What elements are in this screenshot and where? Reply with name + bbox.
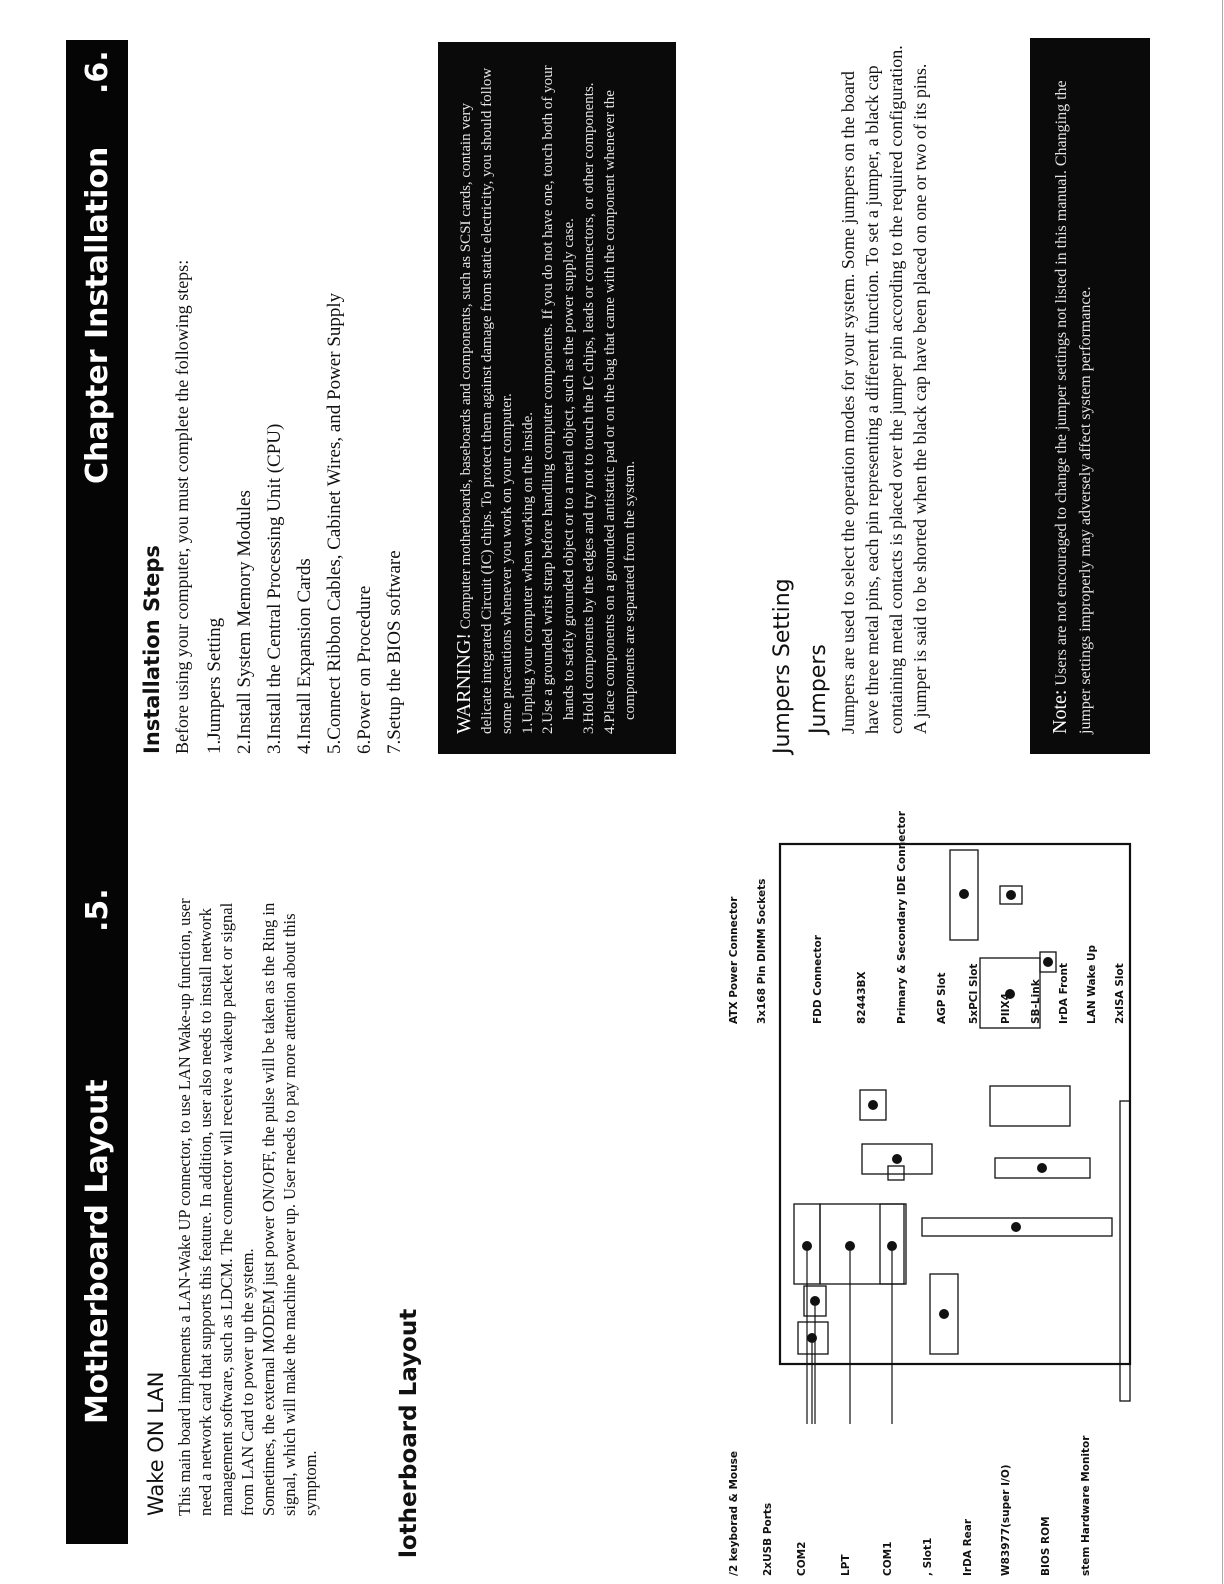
scan-edge-line: [1222, 0, 1223, 1584]
dot-com1: [887, 1241, 897, 1251]
left-page-number: .5.: [79, 888, 115, 932]
installation-step: 2.Install System Memory Modules: [234, 490, 255, 754]
label-pci: 5xPCI Slot: [968, 963, 980, 1024]
warning-item: 2.Use a grounded wrist strap before handling computer components. If you do not have one, touch both of your hands to safely grounded object or to a metal object, such as the power supply case.: [540, 65, 577, 734]
warning-box: [438, 42, 676, 754]
warning-intro: [454, 56, 518, 734]
jumpers-text: Jumpers are used to select the operation modes for your system. Some jumpers on the board have three metal pins, each pin representing a different function. To set a jumper, a black cap containing metal contacts is placed over the jumper pin according to the required configuration. A jumper is said to be shorted when the black cap have been placed on one or two of its pins.: [838, 45, 930, 734]
wake-on-lan-paragraph-1: This main board implements a LAN-Wake UP connector, to use LAN Wake-up function, user need a network card that supports this feature. In addition, user also needs to install network management software, such as LDCM. The connector will receive a wakeup packet or signal from LAN Card to power up the system.: [175, 898, 257, 1516]
right-header-title: Chapter Installation: [79, 146, 115, 484]
label-agp: AGP Slot: [936, 972, 948, 1024]
label-atx-power: ATX Power Connector: [728, 896, 740, 1024]
label-dimm: 3x168 Pin DIMM Sockets: [756, 878, 768, 1024]
installation-step: 4.Install Expansion Cards: [294, 558, 315, 754]
dot-sb-link: [1043, 957, 1053, 967]
installation-step: 1.Jumpers Setting: [204, 617, 225, 754]
dot-bios: [892, 1154, 902, 1164]
label-82443bx: 82443BX: [856, 971, 868, 1024]
dot-lan-wake: [1006, 890, 1016, 900]
label-irda-rear: IrDA Rear: [962, 1518, 974, 1576]
label-usb: 2xUSB Ports: [762, 1502, 774, 1576]
label-isa: 2xISA Slot: [1114, 963, 1126, 1024]
dot-com2: [802, 1241, 812, 1251]
jumpers-subheading: Jumpers: [806, 644, 831, 734]
warning-item: 4.Place components on a grounded antistatic pad or on the bag that came with the component whenever the components are separated from the system.: [601, 90, 638, 734]
pci-block: [990, 1086, 1070, 1126]
installation-step: 7.Setup the BIOS software: [384, 550, 405, 754]
dot-lpt: [845, 1241, 855, 1251]
motherboard-diagram-svg: [700, 784, 1224, 1584]
label-com1: COM1: [882, 1541, 894, 1576]
wake-on-lan-heading: Wake ON LAN: [144, 1371, 168, 1516]
note-box: [1030, 38, 1150, 754]
wake-on-lan-paragraph-2: Sometimes, the external MODEM just power ON/OFF, the pulse will be taken as the Ring in signal, which will make the machine power up. User needs to pay more attention about this symptom.: [259, 902, 320, 1516]
irda-rear-header: [888, 1166, 904, 1180]
wake-on-lan-text: [174, 876, 321, 1516]
label-fdd: FDD Connector: [812, 935, 824, 1024]
left-header-bar: [66, 784, 128, 1544]
warning-item: 1.Unplug your computer when working on the inside.: [519, 411, 536, 734]
left-page: [0, 784, 1224, 1584]
installation-step: 3.Install the Central Processing Unit (CPU): [264, 423, 285, 754]
installation-steps-heading: Installation Steps: [140, 545, 164, 754]
label-com2: COM2: [796, 1541, 808, 1576]
right-header-bar: [66, 40, 128, 784]
label-ide: Primary & Secondary IDE Connector: [896, 811, 908, 1024]
installation-step: 5.Connect Ribbon Cables, Cabinet Wires, and Power Supply: [324, 292, 345, 754]
warning-lead: WARNING!: [453, 632, 475, 734]
note-lead: Note:: [1049, 689, 1071, 734]
label-w83977: W83977(super I/O): [1000, 1464, 1012, 1576]
label-bios-rom: BIOS ROM: [1040, 1516, 1052, 1576]
right-page-number: .6.: [79, 50, 115, 94]
right-page: [0, 0, 1224, 784]
dot-isa: [959, 889, 969, 899]
left-header-title: Motherboard Layout: [79, 1079, 115, 1424]
dimm-1: [1120, 1101, 1130, 1401]
installation-step: 6.Power on Procedure: [354, 585, 375, 754]
label-slot1: , Slot1: [922, 1537, 934, 1576]
label-sb-link: SB-Link: [1030, 979, 1042, 1024]
note-text: Users are not encouraged to change the jumper settings not listed in this manual. Changing the jumper settings improperly may adversely affect system performance.: [1053, 80, 1094, 734]
installation-intro: Before using your computer, you must complete the following steps:: [172, 259, 192, 754]
label-lpt: LPT: [840, 1554, 852, 1576]
label-ps2: /2 keyborad & Mouse: [728, 1451, 740, 1576]
label-piix4: PIIX4: [1000, 993, 1012, 1024]
dot-atx: [939, 1309, 949, 1319]
installation-steps-list: [200, 293, 410, 754]
warning-text: Computer motherboards, baseboards and components, such as SCSI cards, contain very delicate integrated Circuit (IC) chips. To protect them against damage from static electricity, you should follow some precautions whenever you work on your computer.: [458, 67, 515, 734]
label-irda-front: IrDA Front: [1058, 963, 1070, 1024]
dot-82443bx: [1037, 1163, 1047, 1173]
jumpers-setting-heading: Jumpers Setting: [770, 578, 795, 754]
dot-usb: [810, 1296, 820, 1306]
label-hw-monitor: stem Hardware Monitor: [1080, 1435, 1092, 1576]
dot-slot1: [1011, 1222, 1021, 1232]
motherboard-diagram: [700, 784, 1224, 1584]
warning-item: 3.Hold components by the edges and try not to touch the IC chips, leads or connectors, or other components.: [581, 82, 597, 734]
board-outline: [780, 844, 1130, 1364]
label-lan-wake: LAN Wake Up: [1086, 944, 1098, 1024]
dot-w83977: [868, 1100, 878, 1110]
motherboard-layout-heading: lotherboard Layout: [396, 1308, 422, 1558]
